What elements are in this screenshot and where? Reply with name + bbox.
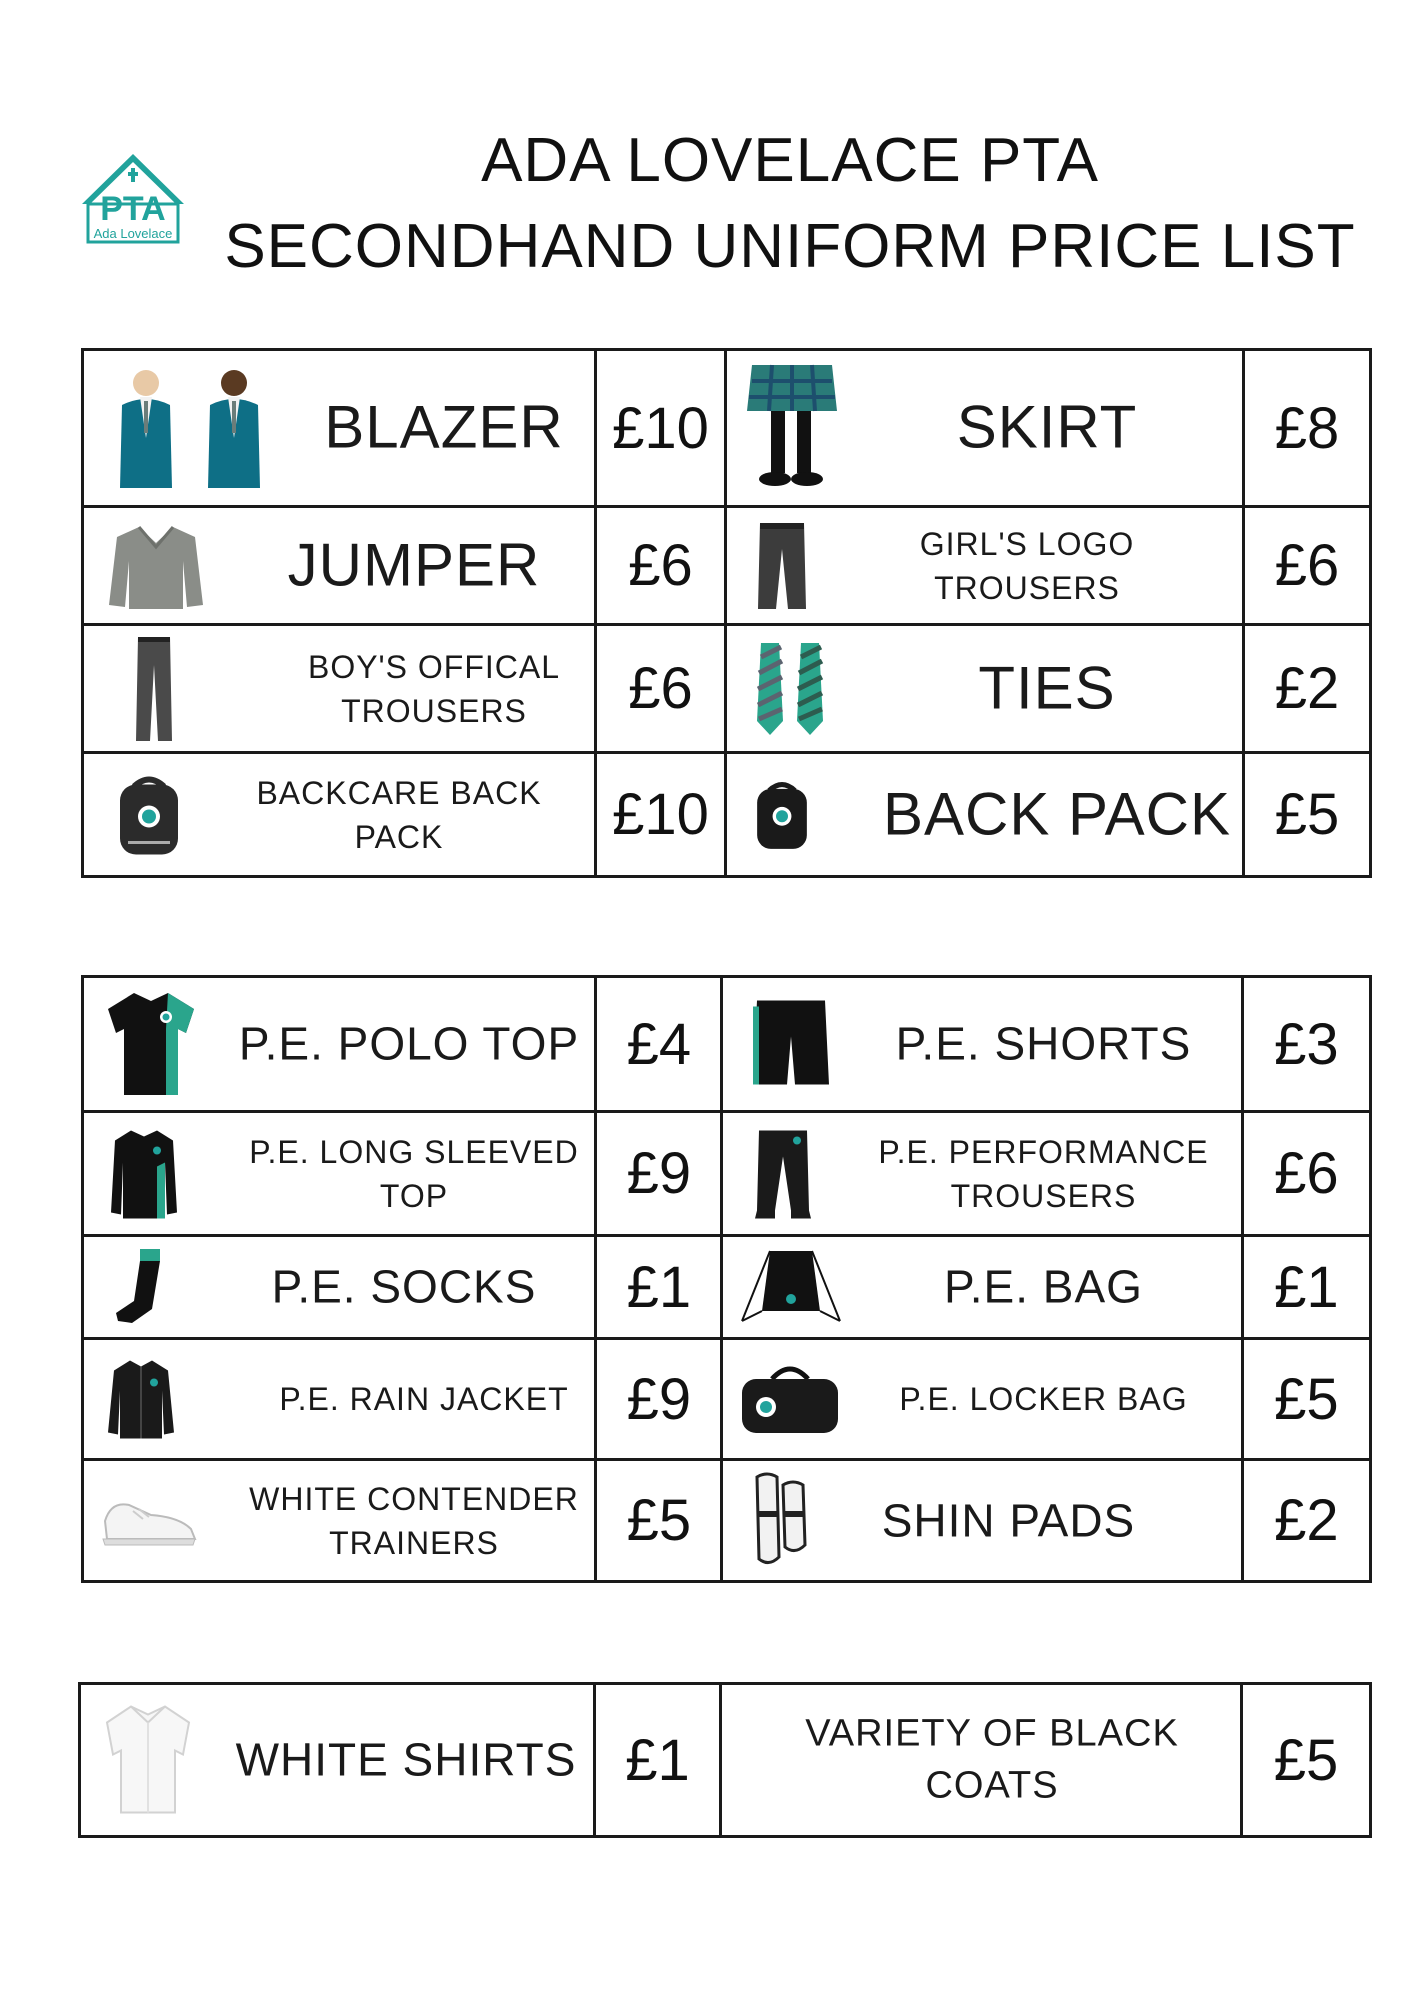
- item-name: SKIRT: [956, 393, 1138, 461]
- item-price: £10: [596, 753, 726, 877]
- trousers-icon: [752, 521, 812, 611]
- item-price: £2: [1244, 625, 1371, 753]
- item-price: £4: [596, 977, 722, 1112]
- item-name: WHITE CONTENDER TRAINERS: [249, 1480, 579, 1561]
- table-row: [83, 1339, 1371, 1460]
- item-name: GIRL'S LOGO TROUSERS: [919, 525, 1135, 606]
- table-row: [83, 507, 1371, 625]
- other-items-price-table: [78, 1682, 1372, 1838]
- item-cell: [83, 1236, 596, 1339]
- shorts-icon: [751, 997, 831, 1092]
- item-price: £2: [1242, 1460, 1370, 1582]
- item-cell: [722, 977, 1242, 1112]
- item-price: £6: [596, 625, 726, 753]
- drawstring-bag-icon: [738, 1247, 843, 1327]
- item-name: P.E. SHORTS: [895, 1017, 1192, 1070]
- uniform-price-table: [81, 348, 1372, 878]
- item-price: £6: [596, 507, 726, 625]
- item-cell: [722, 1460, 1242, 1582]
- logo-caption: Ada Lovelace: [93, 226, 173, 241]
- item-cell: [83, 753, 596, 877]
- item-cell: [722, 1236, 1242, 1339]
- table-row: [83, 1460, 1371, 1582]
- item-name: P.E. LOCKER BAG: [899, 1380, 1188, 1417]
- trousers-icon: [134, 635, 174, 743]
- item-cell: [726, 753, 1244, 877]
- page-title: [200, 118, 1380, 290]
- item-cell: [83, 1460, 596, 1582]
- item-name: JUMPER: [287, 531, 541, 599]
- item-cell: [83, 1112, 596, 1236]
- item-price: £10: [596, 350, 726, 507]
- item-price: £8: [1244, 350, 1371, 507]
- item-name: P.E. POLO TOP: [238, 1017, 580, 1070]
- backpack-icon: [752, 772, 812, 857]
- table-row: [83, 625, 1371, 753]
- item-name: BACK PACK: [883, 780, 1231, 848]
- pe-kit-price-table: [81, 975, 1372, 1583]
- skirt-icon: [737, 363, 847, 493]
- sock-icon: [112, 1247, 167, 1327]
- table-row: [83, 1236, 1371, 1339]
- table-row: [83, 977, 1371, 1112]
- item-price: £6: [1244, 507, 1371, 625]
- item-cell: [83, 350, 596, 507]
- item-price: £6: [1242, 1112, 1370, 1236]
- item-cell: [80, 1684, 595, 1837]
- logo-initials: PTA: [100, 190, 166, 228]
- item-name: SHIN PADS: [881, 1493, 1136, 1546]
- item-cell: [726, 507, 1244, 625]
- item-name: P.E. PERFORMANCE TROUSERS: [878, 1133, 1209, 1214]
- item-cell: [83, 625, 596, 753]
- table-row: [83, 350, 1371, 507]
- item-name: P.E. BAG: [944, 1260, 1143, 1313]
- polo-top-icon: [106, 989, 196, 1099]
- ada-lovelace-logo: [78, 150, 188, 245]
- item-cell: [722, 1339, 1242, 1460]
- item-cell: [83, 1339, 596, 1460]
- shirt-icon: [103, 1703, 193, 1818]
- item-cell: [726, 625, 1244, 753]
- track-trousers-icon: [753, 1126, 813, 1221]
- item-name: P.E. LONG SLEEVED TOP: [249, 1133, 579, 1214]
- item-price: £5: [1244, 753, 1371, 877]
- item-price: £5: [1242, 1684, 1371, 1837]
- item-name: P.E. RAIN JACKET: [279, 1380, 569, 1417]
- item-name: TIES: [978, 654, 1116, 722]
- backpack-icon: [114, 772, 184, 857]
- item-price: £1: [1242, 1236, 1370, 1339]
- ties-icon: [757, 641, 827, 737]
- blazer-icon: [104, 363, 284, 493]
- item-cell: [83, 507, 596, 625]
- shin-pads-icon: [751, 1471, 811, 1571]
- item-name: BACKCARE BACK PACK: [256, 774, 542, 855]
- table-row: [83, 753, 1371, 877]
- item-price: £3: [1242, 977, 1370, 1112]
- item-cell: [722, 1112, 1242, 1236]
- holdall-icon: [738, 1359, 843, 1439]
- item-cell: [726, 350, 1244, 507]
- item-name: P.E. SOCKS: [271, 1260, 537, 1313]
- item-name: VARIETY OF BLACK COATS: [805, 1712, 1179, 1807]
- item-price: £1: [595, 1684, 721, 1837]
- item-cell: [83, 977, 596, 1112]
- item-price: £9: [596, 1339, 722, 1460]
- long-sleeved-top-icon: [109, 1126, 179, 1221]
- item-price: £5: [1242, 1339, 1370, 1460]
- item-name: WHITE SHIRTS: [235, 1733, 577, 1786]
- item-cell: [721, 1684, 1242, 1837]
- trainers-icon: [99, 1491, 199, 1551]
- item-name: BLAZER: [324, 393, 564, 461]
- item-price: £9: [596, 1112, 722, 1236]
- jumper-icon: [109, 521, 204, 611]
- title-line-2: SECONDHAND UNIFORM PRICE LIST: [224, 212, 1356, 281]
- rain-jacket-icon: [106, 1357, 176, 1442]
- title-line-1: ADA LOVELACE PTA: [481, 126, 1099, 195]
- item-name: BOY'S OFFICAL TROUSERS: [307, 648, 561, 729]
- item-price: £5: [596, 1460, 722, 1582]
- item-price: £1: [596, 1236, 722, 1339]
- table-row: [80, 1684, 1371, 1837]
- table-row: [83, 1112, 1371, 1236]
